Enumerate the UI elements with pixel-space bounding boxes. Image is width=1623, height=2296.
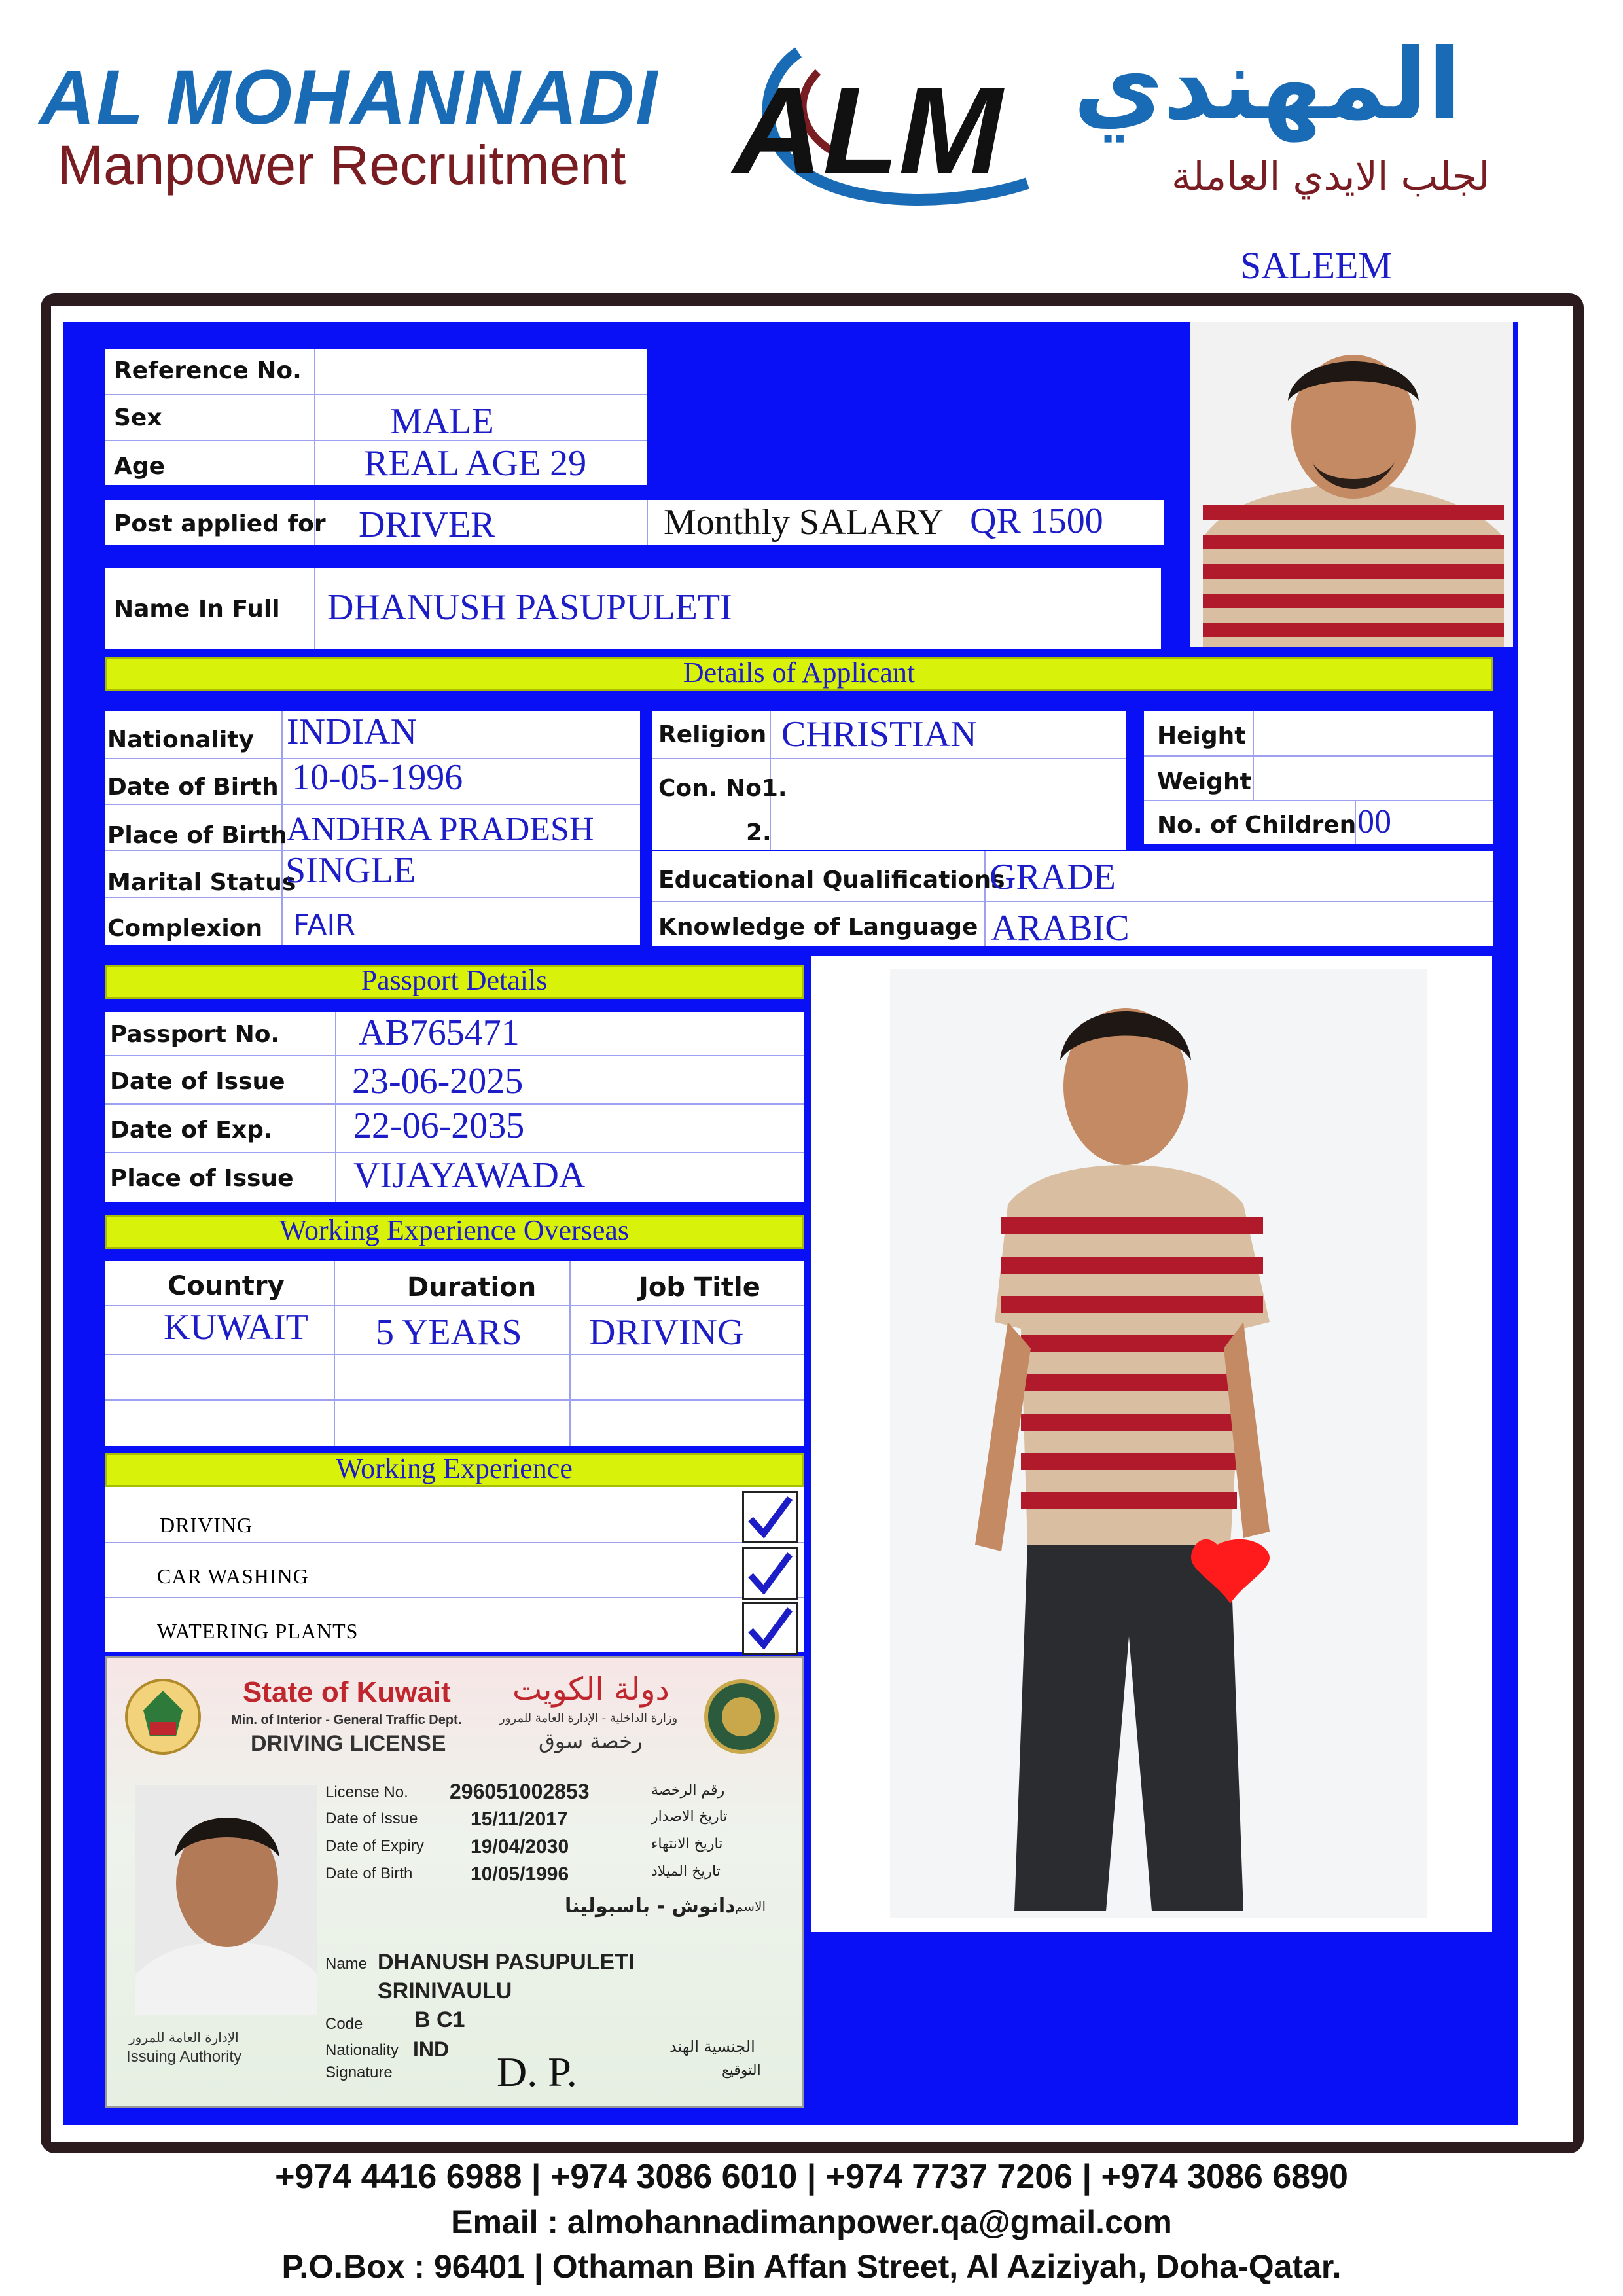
sex-value: MALE — [390, 401, 494, 442]
license-name-line1: DHANUSH PASUPULETI — [378, 1950, 635, 1975]
license-issue-label: Date of Issue — [325, 1810, 418, 1827]
license-ministry-ar: وزارة الداخلية - الإدارة العامة للمرور — [499, 1712, 678, 1725]
children-value: 00 — [1357, 803, 1391, 840]
license-issue-ar: تاريخ الاصدار — [651, 1808, 728, 1825]
license-code-label: Code — [325, 2015, 363, 2033]
dob-value: 10-05-1996 — [292, 757, 463, 798]
footer-email[interactable]: Email : almohannadimanpower.qa@gmail.com — [451, 2204, 1172, 2240]
kuwait-emblem-icon — [124, 1671, 202, 1763]
car-washing-checkbox[interactable] — [742, 1547, 798, 1600]
brand-tagline-english: Manpower Recruitment — [58, 134, 626, 196]
passport-no-value: AB765471 — [359, 1013, 520, 1053]
license-state-en: State of Kuwait — [243, 1676, 451, 1708]
overseas-duration-value: 5 YEARS — [376, 1312, 522, 1353]
license-ministry-en: Min. of Interior - General Traffic Dept. — [231, 1713, 462, 1727]
license-authority-en: Issuing Authority — [126, 2048, 242, 2066]
complexion-value: FAIR — [293, 908, 355, 942]
license-birth-value: 10/05/1996 — [471, 1863, 569, 1885]
contact2-label: 2. — [746, 819, 772, 846]
license-expiry-label: Date of Expiry — [325, 1837, 424, 1855]
name-value: DHANUSH PASUPULETI — [327, 587, 732, 628]
watering-checkbox[interactable] — [742, 1602, 798, 1655]
passport-place-value: VIJAYAWADA — [353, 1155, 586, 1196]
post-label: Post applied for — [114, 511, 326, 537]
religion-value: CHRISTIAN — [781, 714, 977, 755]
applicant-portrait — [1190, 322, 1513, 647]
marital-label: Marital Status — [107, 869, 296, 896]
license-name-ar: دانوش - باسبولينا — [565, 1895, 736, 1918]
salary-label: Monthly SALARY — [664, 502, 944, 543]
license-nationality-value: IND — [413, 2037, 450, 2061]
age-value: REAL AGE 29 — [364, 443, 587, 484]
driving-checkbox[interactable] — [742, 1491, 798, 1543]
agent-name: SALEEM — [1240, 244, 1392, 287]
license-state-ar: دولة الكويت — [512, 1671, 669, 1708]
language-label: Knowledge of Language — [658, 914, 978, 941]
license-issue-value: 15/11/2017 — [471, 1808, 568, 1830]
education-label: Educational Qualifications — [658, 867, 1005, 893]
passport-exp-label: Date of Exp. — [110, 1117, 273, 1143]
complexion-label: Complexion — [107, 915, 263, 942]
license-nationality-label: Nationality — [325, 2041, 399, 2059]
license-photo — [135, 1785, 317, 2015]
experience-heading: Working Experience — [105, 1453, 804, 1487]
name-label: Name In Full — [114, 596, 280, 622]
driving-license-card — [105, 1656, 804, 2108]
overseas-country-value: KUWAIT — [164, 1307, 308, 1348]
license-signature-label: Signature — [325, 2064, 393, 2081]
license-title-en: DRIVING LICENSE — [251, 1731, 446, 1756]
passport-issue-label: Date of Issue — [110, 1068, 285, 1095]
brand-name-arabic: المهندي — [1073, 28, 1461, 142]
passport-place-label: Place of Issue — [110, 1165, 294, 1192]
brand-name-english: AL MOHANNADI — [39, 54, 659, 141]
license-signature: D. P. — [497, 2049, 577, 2095]
passport-no-label: Passport No. — [110, 1021, 280, 1048]
marital-value: SINGLE — [285, 850, 416, 891]
language-value: ARABIC — [991, 908, 1130, 948]
license-no-label: License No. — [325, 1784, 408, 1801]
license-expiry-value: 19/04/2030 — [471, 1836, 569, 1857]
license-authority-ar: الإدارة العامة للمرور — [129, 2030, 239, 2045]
footer-address: P.O.Box : 96401 | Othaman Bin Affan Street, Al Aziziyah, Doha-Qatar. — [281, 2248, 1342, 2285]
dob-label: Date of Birth — [107, 774, 279, 800]
education-value: GRADE — [990, 857, 1116, 897]
nationality-label: Nationality — [107, 726, 254, 753]
reference-label: Reference No. — [114, 357, 302, 384]
passport-heading: Passport Details — [105, 965, 804, 999]
license-birth-label: Date of Birth — [325, 1865, 413, 1882]
overseas-col-country: Country — [168, 1271, 285, 1301]
license-no-value: 296051002853 — [450, 1780, 590, 1803]
height-label: Height — [1157, 723, 1246, 749]
experience-item-watering: WATERING PLANTS — [157, 1619, 359, 1643]
checkmark-icon — [744, 1549, 796, 1598]
license-title-ar: رخصة سوق — [539, 1729, 643, 1753]
salary-value: QR 1500 — [970, 501, 1103, 541]
gcc-emblem-icon — [702, 1677, 781, 1756]
checkmark-icon — [744, 1604, 796, 1653]
contact1-label: Con. No1. — [658, 775, 787, 802]
license-code-value: B C1 — [414, 2007, 465, 2032]
experience-item-car-washing: CAR WASHING — [157, 1564, 309, 1588]
brand-tagline-arabic: لجلب الايدي العاملة — [1171, 154, 1490, 200]
pob-label: Place of Birth — [107, 822, 287, 849]
applicant-full-body-photo — [812, 956, 1492, 1932]
post-value: DRIVER — [359, 505, 495, 545]
details-heading: Details of Applicant — [105, 657, 1493, 691]
pob-value: ANDHRA PRADESH — [287, 811, 594, 848]
age-label: Age — [114, 453, 166, 480]
portrait-shirt — [1203, 486, 1504, 647]
overseas-col-duration: Duration — [407, 1272, 537, 1302]
alm-logo — [720, 26, 1047, 223]
license-signature-ar: التوقيع — [722, 2062, 761, 2079]
license-name-line2: SRINIVAULU — [378, 1979, 512, 2003]
license-no-ar: رقم الرخصة — [651, 1782, 725, 1799]
license-birth-ar: تاريخ الميلاد — [651, 1863, 721, 1880]
overseas-heading: Working Experience Overseas — [105, 1215, 804, 1249]
license-name-label: Name — [325, 1955, 368, 1973]
experience-item-driving: DRIVING — [160, 1513, 253, 1537]
overseas-job-value: DRIVING — [589, 1312, 744, 1353]
overseas-col-job: Job Title — [639, 1272, 760, 1302]
footer-phones: +974 4416 6988 | +974 3086 6010 | +974 7737 7206 | +974 3086 6890 — [275, 2158, 1348, 2196]
sex-label: Sex — [114, 404, 162, 431]
logo-letters: ALM — [733, 62, 1003, 200]
passport-exp-value: 22-06-2035 — [353, 1105, 525, 1146]
license-name-ar-label: الاسم — [735, 1899, 766, 1914]
passport-issue-value: 23-06-2025 — [352, 1061, 524, 1102]
weight-label: Weight — [1157, 768, 1251, 795]
nationality-value: INDIAN — [287, 711, 418, 752]
license-nationality-ar: الجنسية الهند — [669, 2037, 755, 2056]
license-expiry-ar: تاريخ الانتهاء — [651, 1836, 723, 1852]
children-label: No. of Children — [1157, 812, 1357, 838]
checkmark-icon — [744, 1493, 796, 1541]
religion-label: Religion — [658, 721, 767, 748]
